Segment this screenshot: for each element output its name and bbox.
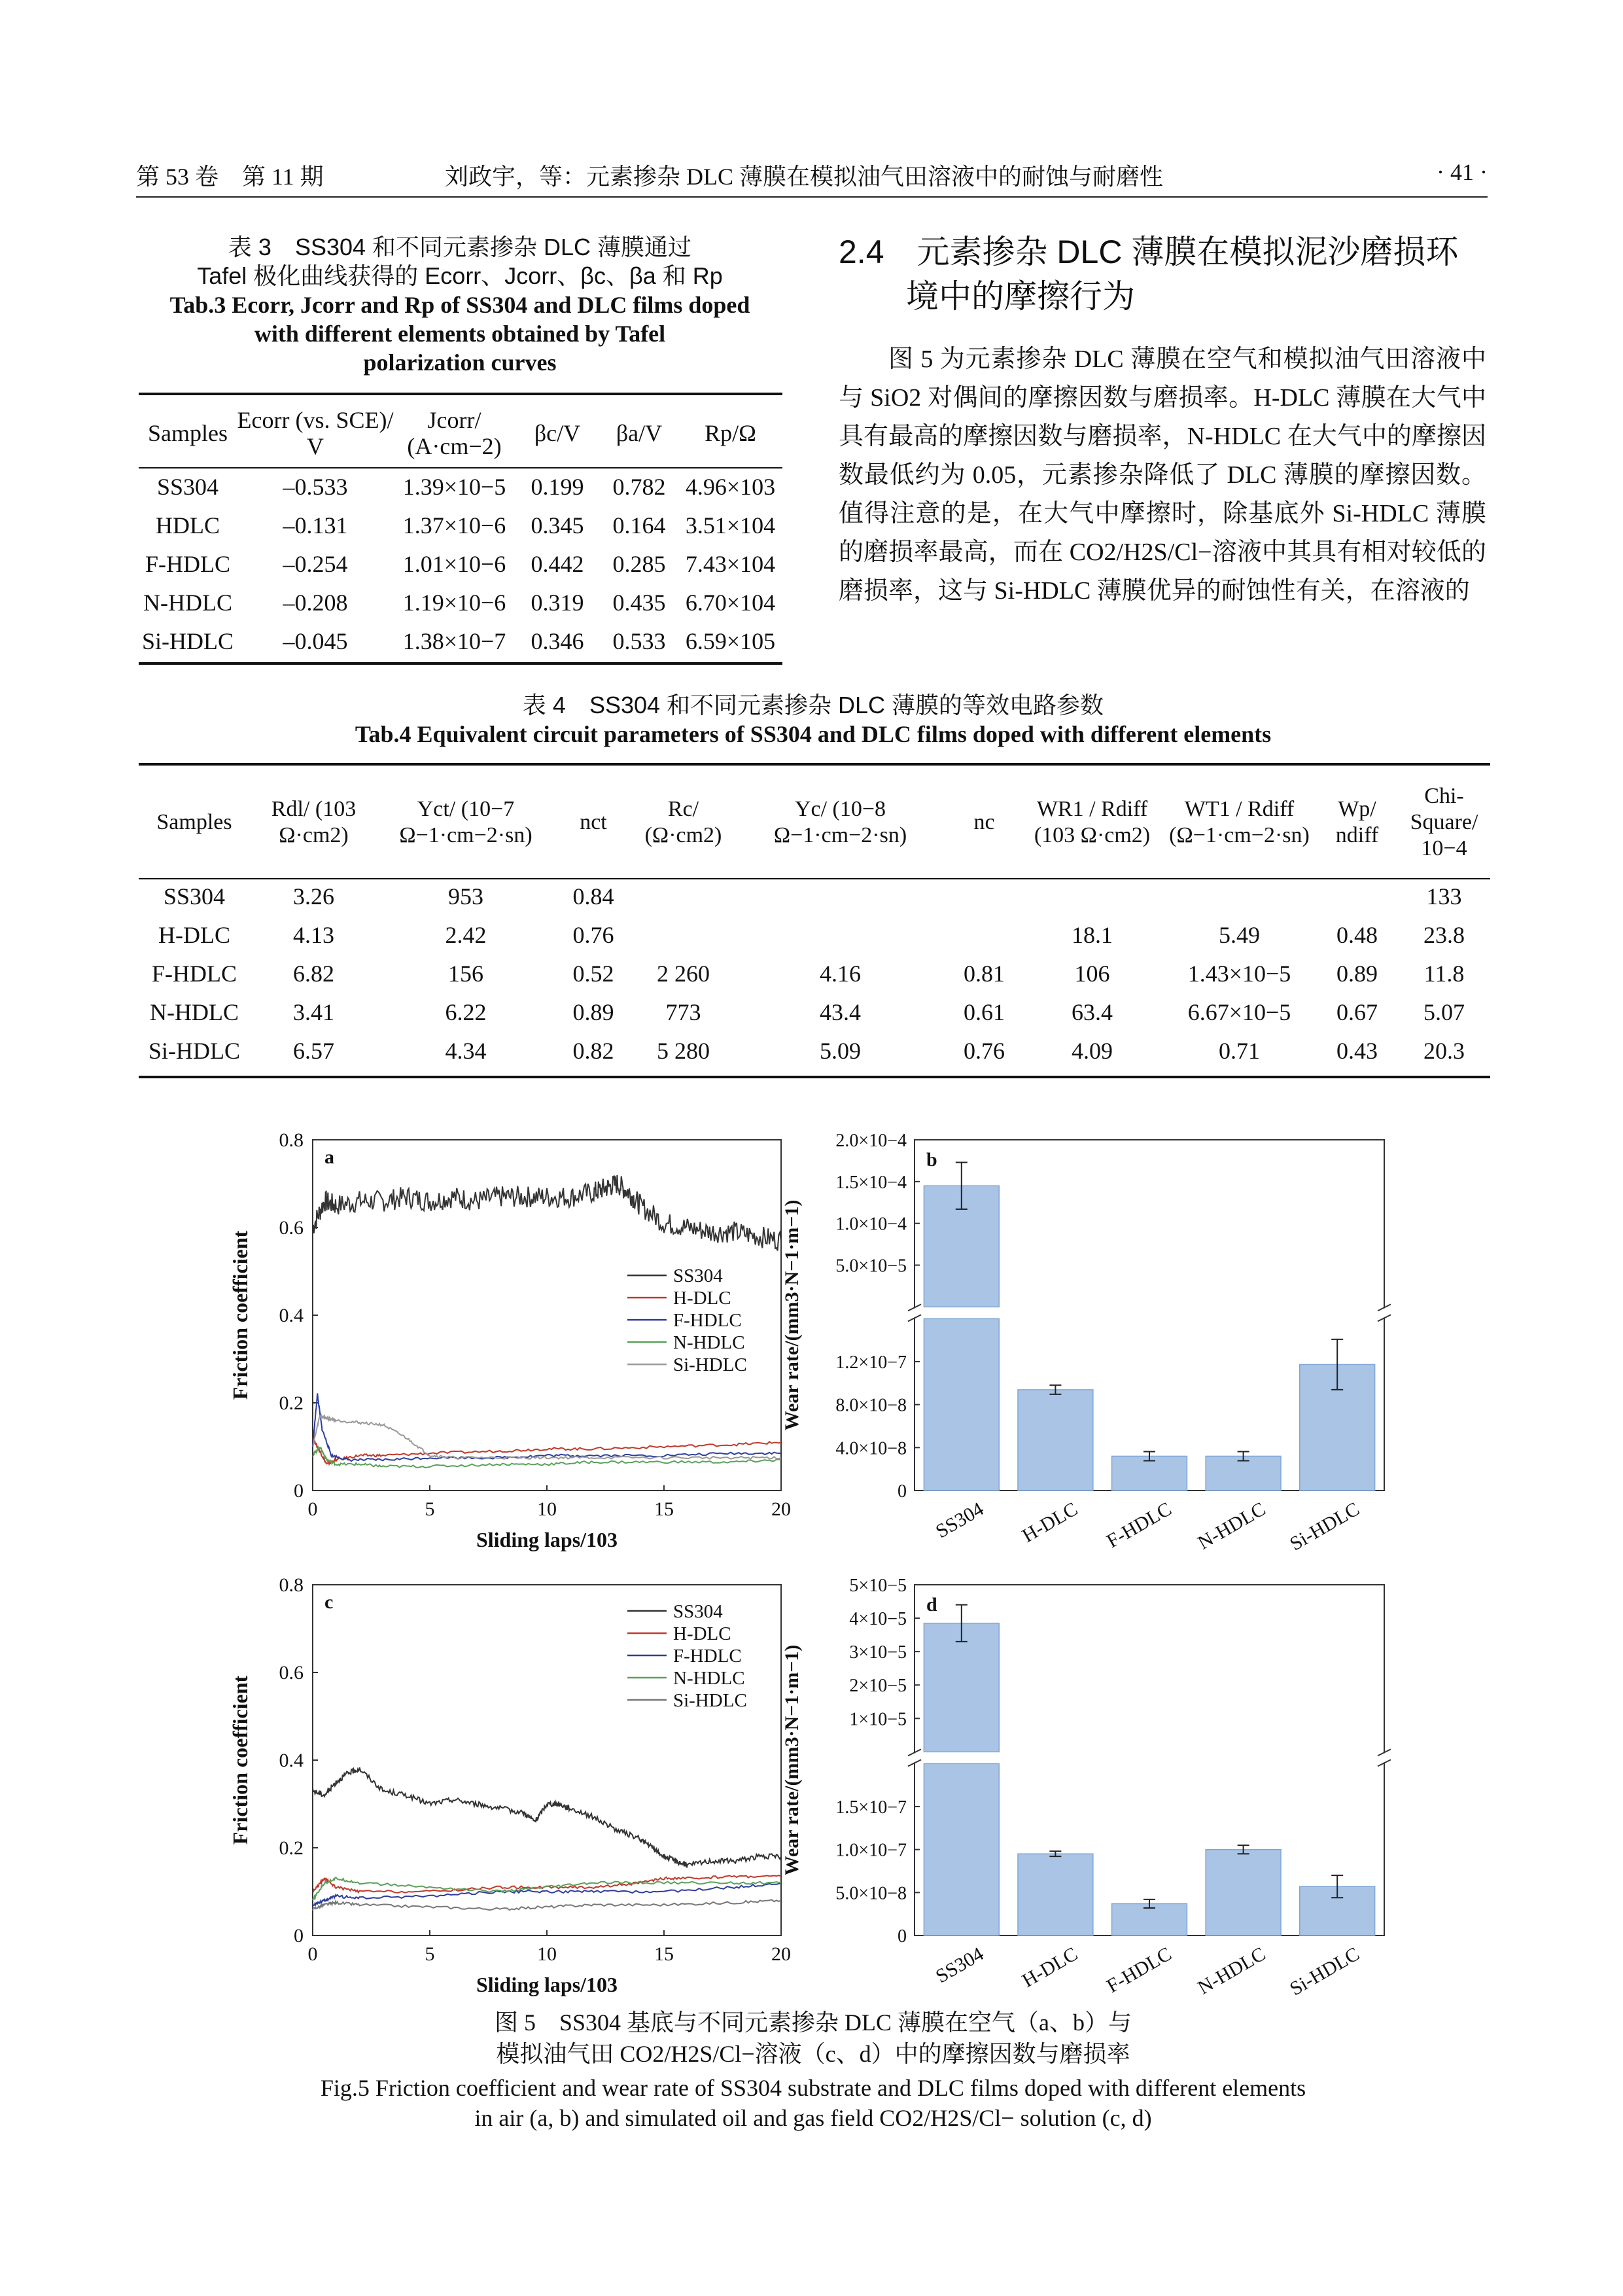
x-tick-label: Si-HDLC xyxy=(1286,1943,1363,2000)
table4-header-cell: Chi-Square/ 10−4 xyxy=(1410,784,1478,860)
table3-caption-cn-1: 表 3 SS304 和不同元素掺杂 DLC 薄膜通过 xyxy=(228,234,692,260)
y-tick-label: 1.5×10−4 xyxy=(835,1172,907,1193)
table4-header-cell: Samples xyxy=(156,810,232,834)
table4-cell: 3.26 xyxy=(293,883,334,910)
table3-cell: HDLC xyxy=(156,512,220,539)
y-tick-label: 2.0×10−4 xyxy=(835,1131,907,1151)
section-body xyxy=(839,340,1486,610)
x-tick-label: SS304 xyxy=(932,1498,988,1543)
table3-header-cell: Jcorr/ (A·cm−2) xyxy=(407,407,502,459)
y-tick-label: 8.0×10−8 xyxy=(835,1395,907,1416)
x-tick-label: 5 xyxy=(425,1943,435,1965)
table4-row xyxy=(139,915,1490,954)
y-tick-label: 0.8 xyxy=(279,1574,304,1596)
table3-row xyxy=(139,467,782,506)
table4-cell: 20.3 xyxy=(1423,1037,1465,1064)
table3-header-cell: βc/V xyxy=(534,420,581,446)
y-tick-label: 5.0×10−5 xyxy=(835,1256,907,1277)
bar xyxy=(1018,1390,1093,1491)
bar xyxy=(1206,1850,1281,1935)
y-tick-label: 2×10−5 xyxy=(849,1676,907,1697)
table4-cell xyxy=(1316,877,1398,915)
x-tick-label: 10 xyxy=(537,1943,557,1965)
table3-cell: –0.254 xyxy=(283,550,348,577)
table3-cell: 0.782 xyxy=(612,473,666,500)
bar xyxy=(1018,1854,1093,1935)
table3-cell: 0.345 xyxy=(531,512,584,539)
table4-cell xyxy=(734,915,947,954)
x-axis-label: Sliding laps/103 xyxy=(476,1973,618,1996)
y-tick-label: 0 xyxy=(294,1480,304,1502)
table4-header-cell: Yc/ (10−8 Ω−1·cm−2·sn) xyxy=(773,797,907,847)
figure-caption-en-2: in air (a, b) and simulated oil and gas field CO2/H2S/Cl− solution (c, d) xyxy=(474,2105,1152,2131)
table4-cell: 43.4 xyxy=(820,998,861,1025)
table4-cell: 5.07 xyxy=(1423,998,1465,1025)
table3-cell: 1.37×10−6 xyxy=(402,512,506,539)
table4-header-cell: nct xyxy=(580,810,607,834)
series-line-f-hdlc xyxy=(313,1393,781,1461)
table3-header-row xyxy=(139,399,782,467)
chart-panel-c xyxy=(228,1574,791,1996)
table4-cell: 5 280 xyxy=(657,1037,710,1064)
table4-cell: 3.41 xyxy=(293,998,334,1025)
y-axis-label: Friction coefficient xyxy=(228,1675,252,1845)
table3 xyxy=(139,399,782,660)
figure-caption-cn-2: 模拟油气田 CO2/H2S/Cl−溶液（c、d）中的摩擦因数与磨损率 xyxy=(496,2041,1130,2067)
panel-label: c xyxy=(324,1591,334,1613)
x-tick-label: H-DLC xyxy=(1019,1498,1081,1547)
y-tick-label: 4.0×10−8 xyxy=(835,1438,907,1459)
table4-mid-rule xyxy=(139,878,1490,879)
table4-cell: 0.89 xyxy=(1336,960,1378,987)
table4-cell: 11.8 xyxy=(1423,960,1465,987)
page-number: · 41 · xyxy=(1437,159,1488,185)
table4-cell: 6.82 xyxy=(293,960,334,987)
header-rule xyxy=(136,196,1488,198)
journal-volume-issue: 第 53 卷 第 11 期 xyxy=(136,164,324,190)
legend-entry: SS304 xyxy=(673,1601,723,1622)
y-tick-label: 0.4 xyxy=(279,1305,304,1326)
running-title: 刘政宇，等：元素掺杂 DLC 薄膜在模拟油气田溶液中的耐蚀与耐磨性 xyxy=(445,164,1164,190)
y-tick-label: 0.2 xyxy=(279,1837,304,1859)
table4-cell: F-HDLC xyxy=(151,960,237,987)
table4-cell: H-DLC xyxy=(158,921,230,948)
table4-cell: 6.57 xyxy=(293,1037,334,1064)
panel-label: a xyxy=(324,1146,334,1168)
table3-cell: 7.43×104 xyxy=(685,550,776,577)
legend-entry: N-HDLC xyxy=(673,1332,745,1354)
y-tick-label: 0.6 xyxy=(279,1217,304,1239)
table3-bottom-rule xyxy=(139,662,782,665)
table3-cell: 0.285 xyxy=(612,550,666,577)
table3-cell: 1.19×10−6 xyxy=(402,589,506,616)
x-tick-label: 20 xyxy=(771,1498,791,1520)
y-tick-label: 0 xyxy=(898,1481,907,1502)
table3-caption-en-3: polarization curves xyxy=(363,349,557,376)
table4-cell: 0.71 xyxy=(1219,1037,1260,1064)
table4-caption-cn: 表 4 SS304 和不同元素掺杂 DLC 薄膜的等效电路参数 xyxy=(522,692,1104,718)
table4-header-row xyxy=(139,768,1490,877)
table3-cell: N-HDLC xyxy=(143,589,232,616)
x-tick-label: N-HDLC xyxy=(1194,1498,1270,1554)
table4-cell: 6.67×10−5 xyxy=(1187,998,1291,1025)
table4-cell: 0.81 xyxy=(964,960,1005,987)
y-tick-label: 0 xyxy=(294,1925,304,1947)
table4-cell: 0.84 xyxy=(572,883,614,910)
table4-cell xyxy=(633,915,734,954)
table3-cell: 0.199 xyxy=(531,473,584,500)
figure-caption-en-1: Fig.5 Friction coefficient and wear rate of SS304 substrate and DLC films doped with different elements xyxy=(320,2075,1306,2101)
table3-cell: 0.164 xyxy=(612,512,666,539)
y-tick-label: 5×10−5 xyxy=(849,1576,907,1596)
table3-cell: 1.39×10−5 xyxy=(402,473,506,500)
table4-bottom-rule xyxy=(139,1076,1490,1078)
y-tick-label: 1.5×10−7 xyxy=(835,1797,907,1818)
table3-row xyxy=(139,544,782,583)
table3-header-cell: Ecorr (vs. SCE)/ V xyxy=(237,407,394,459)
table4-cell: 773 xyxy=(665,998,701,1025)
table3-cell: 1.01×10−6 xyxy=(402,550,506,577)
table4-cell: 156 xyxy=(448,960,483,987)
table3-cell: 0.533 xyxy=(612,627,666,654)
table4-cell: 6.22 xyxy=(445,998,487,1025)
table3-cell: SS304 xyxy=(156,473,219,500)
table4-cell: 4.16 xyxy=(820,960,861,987)
table3-cell: –0.131 xyxy=(283,512,348,539)
table3-row xyxy=(139,583,782,622)
y-tick-label: 1×10−5 xyxy=(849,1709,907,1730)
x-tick-label: 15 xyxy=(654,1943,674,1965)
y-tick-label: 0.8 xyxy=(279,1129,304,1151)
x-axis-label: Sliding laps/103 xyxy=(476,1528,618,1551)
figure-5 xyxy=(0,1112,1623,2015)
table4-cell: 0.52 xyxy=(572,960,614,987)
table4-row xyxy=(139,954,1490,993)
legend-entry: Si-HDLC xyxy=(673,1354,747,1376)
legend-entry: N-HDLC xyxy=(673,1668,745,1689)
table3-cell: 0.442 xyxy=(531,550,584,577)
x-tick-label: 0 xyxy=(307,1498,318,1520)
table3-cell: 0.435 xyxy=(612,589,666,616)
table3-header-cell: βa/V xyxy=(616,420,663,446)
table4-cell: 1.43×10−5 xyxy=(1187,960,1291,987)
table4-cell: 0.76 xyxy=(964,1037,1005,1064)
y-axis-label: Friction coefficient xyxy=(228,1230,252,1400)
x-tick-label: F-HDLC xyxy=(1103,1498,1176,1553)
chart-panel-d xyxy=(781,1576,1391,2000)
table4-row xyxy=(139,993,1490,1031)
y-tick-label: 1.2×10−7 xyxy=(835,1352,907,1373)
table4-top-rule xyxy=(139,763,1490,766)
table4-cell: 2.42 xyxy=(445,921,487,948)
table4-cell: 133 xyxy=(1426,883,1462,910)
y-tick-label: 0 xyxy=(898,1926,907,1947)
x-tick-label: F-HDLC xyxy=(1103,1943,1176,1998)
table4-cell: 953 xyxy=(448,883,483,910)
table4-cell: 4.34 xyxy=(445,1037,487,1064)
table3-header-cell: Samples xyxy=(148,420,228,446)
y-tick-label: 4×10−5 xyxy=(849,1609,907,1630)
table3-cell: 6.59×105 xyxy=(685,627,776,654)
table4-header-cell: Wp/ ndiff xyxy=(1335,797,1379,847)
y-tick-label: 1.0×10−4 xyxy=(835,1214,907,1235)
x-tick-label: Si-HDLC xyxy=(1286,1498,1363,1555)
table4-header-cell: nc xyxy=(973,810,995,834)
table4-cell: 0.48 xyxy=(1336,921,1378,948)
table3-caption-cn-2: Tafel 极化曲线获得的 Ecorr、Jcorr、βc、βa 和 Rp xyxy=(197,262,723,289)
legend-entry: H-DLC xyxy=(673,1623,731,1644)
panel-label: b xyxy=(926,1149,937,1171)
table4-cell: 5.49 xyxy=(1219,921,1260,948)
table3-cell: 1.38×10−7 xyxy=(402,627,506,654)
table4-cell: 4.13 xyxy=(293,921,334,948)
bar xyxy=(924,1623,999,1752)
table4-cell xyxy=(947,915,1022,954)
table3-row xyxy=(139,622,782,660)
table4-cell xyxy=(947,877,1022,915)
table4-cell: 18.1 xyxy=(1072,921,1113,948)
table4-cell: 106 xyxy=(1074,960,1110,987)
table3-cell: 0.319 xyxy=(531,589,584,616)
table4-cell xyxy=(1162,877,1316,915)
chart-panel-b xyxy=(781,1131,1391,1555)
table4-cell: 0.89 xyxy=(572,998,614,1025)
y-tick-label: 0.6 xyxy=(279,1662,304,1684)
table4-cell: 4.09 xyxy=(1072,1037,1113,1064)
table4-cell: 5.09 xyxy=(820,1037,861,1064)
legend-entry: H-DLC xyxy=(673,1288,731,1309)
section-title-1: 2.4 元素掺杂 DLC 薄膜在模拟泥沙磨损环 xyxy=(839,234,1459,270)
axis-break-gap xyxy=(912,1753,1387,1762)
table4-cell xyxy=(633,877,734,915)
table3-cell: 0.346 xyxy=(531,627,584,654)
table4-cell: N-HDLC xyxy=(150,998,239,1025)
x-tick-label: H-DLC xyxy=(1019,1943,1081,1992)
legend-entry: Si-HDLC xyxy=(673,1690,747,1711)
table4-header-cell: WT1 / Rdiff (Ω−1·cm−2·sn) xyxy=(1169,797,1310,847)
table3-cell: 3.51×104 xyxy=(685,512,776,539)
table4-header-cell: WR1 / Rdiff (103 Ω·cm2) xyxy=(1034,797,1151,847)
table4-cell: 63.4 xyxy=(1072,998,1113,1025)
legend-entry: SS304 xyxy=(673,1265,723,1287)
table4-cell xyxy=(734,877,947,915)
table4-header-cell: Rc/ (Ω·cm2) xyxy=(644,797,722,847)
y-tick-label: 3×10−5 xyxy=(849,1642,907,1663)
table4-cell: 0.61 xyxy=(964,998,1005,1025)
table4-header-cell: Yct/ (10−7 Ω−1·cm−2·sn) xyxy=(399,797,532,847)
table4-row xyxy=(139,1031,1490,1070)
bar xyxy=(924,1318,999,1491)
table4-caption-en: Tab.4 Equivalent circuit parameters of SS304 and DLC films doped with different elements xyxy=(355,721,1272,747)
x-tick-label: 20 xyxy=(771,1943,791,1965)
x-tick-label: 5 xyxy=(425,1498,435,1520)
table3-cell: 4.96×103 xyxy=(685,473,776,500)
table3-cell: –0.045 xyxy=(283,627,348,654)
y-axis-label: Wear rate/(mm3·N−1·m−1) xyxy=(781,1199,803,1431)
x-tick-label: SS304 xyxy=(932,1943,988,1988)
table4-cell: 23.8 xyxy=(1423,921,1465,948)
bar xyxy=(924,1763,999,1935)
y-tick-label: 0.4 xyxy=(279,1750,304,1771)
table4-row xyxy=(139,877,1490,915)
table4-cell: 0.76 xyxy=(572,921,614,948)
table4-cell: 0.43 xyxy=(1336,1037,1378,1064)
table4-header-cell: Rdl/ (103 Ω·cm2) xyxy=(271,797,357,847)
chart-panel-a xyxy=(228,1129,791,1551)
axis-break-gap xyxy=(912,1308,1387,1317)
legend-entry: F-HDLC xyxy=(673,1646,742,1667)
table4 xyxy=(139,768,1490,1070)
figure-caption-cn-1: 图 5 SS304 基底与不同元素掺杂 DLC 薄膜在空气（a、b）与 xyxy=(494,2009,1132,2036)
table3-cell: F-HDLC xyxy=(145,550,230,577)
y-axis-label: Wear rate/(mm3·N−1·m−1) xyxy=(781,1644,803,1876)
table4-cell: 2 260 xyxy=(657,960,710,987)
table3-row xyxy=(139,506,782,544)
x-tick-label: 10 xyxy=(537,1498,557,1520)
table3-caption-en-2: with different elements obtained by Tafel xyxy=(254,321,666,347)
table3-caption-en-1: Tab.3 Ecorr, Jcorr and Rp of SS304 and DLC films doped xyxy=(169,292,750,318)
section-paragraph: 图 5 为元素掺杂 DLC 薄膜在空气和模拟油气田溶液中与 SiO2 对偶间的摩擦因数与磨损率。H-DLC 薄膜在大气中具有最高的摩擦因数与磨损率，N-HDLC 在大气中的摩擦因数最低约为 0.05，元素掺杂降低了 DLC 薄膜的摩擦因数。值得注意的是，在大气中摩擦时，除基底外 Si-HDLC 薄膜的磨损率最高，而在 CO2/H2S/Cl−溶液中其具有相对较低的磨损率，这与 Si-HDLC 薄膜优异的耐蚀性有关，在溶液的 xyxy=(839,345,1486,605)
table3-cell: Si-HDLC xyxy=(141,627,234,654)
table3-top-rule xyxy=(139,393,782,395)
table4-cell xyxy=(1022,877,1162,915)
section-title-2: 境中的摩擦行为 xyxy=(906,278,1135,315)
x-tick-label: N-HDLC xyxy=(1194,1943,1270,1999)
table3-cell: 6.70×104 xyxy=(685,589,776,616)
x-tick-label: 15 xyxy=(654,1498,674,1520)
table3-header-cell: Rp/Ω xyxy=(705,420,756,446)
series-line-ss304 xyxy=(313,1767,781,1867)
table3-cell: –0.533 xyxy=(283,473,348,500)
table4-cell: 0.67 xyxy=(1336,998,1378,1025)
series-line-ss304 xyxy=(313,1175,781,1250)
table4-cell: 0.82 xyxy=(572,1037,614,1064)
y-tick-label: 1.0×10−7 xyxy=(835,1840,907,1861)
table4-cell: SS304 xyxy=(163,883,226,910)
legend-entry: F-HDLC xyxy=(673,1310,742,1332)
y-tick-label: 5.0×10−8 xyxy=(835,1883,907,1904)
table3-mid-rule xyxy=(139,467,782,468)
series-line-si-hdlc xyxy=(313,1900,781,1911)
table4-cell: Si-HDLC xyxy=(148,1037,240,1064)
x-tick-label: 0 xyxy=(307,1943,318,1965)
panel-label: d xyxy=(926,1594,937,1616)
table3-cell: –0.208 xyxy=(283,589,348,616)
y-tick-label: 0.2 xyxy=(279,1392,304,1414)
